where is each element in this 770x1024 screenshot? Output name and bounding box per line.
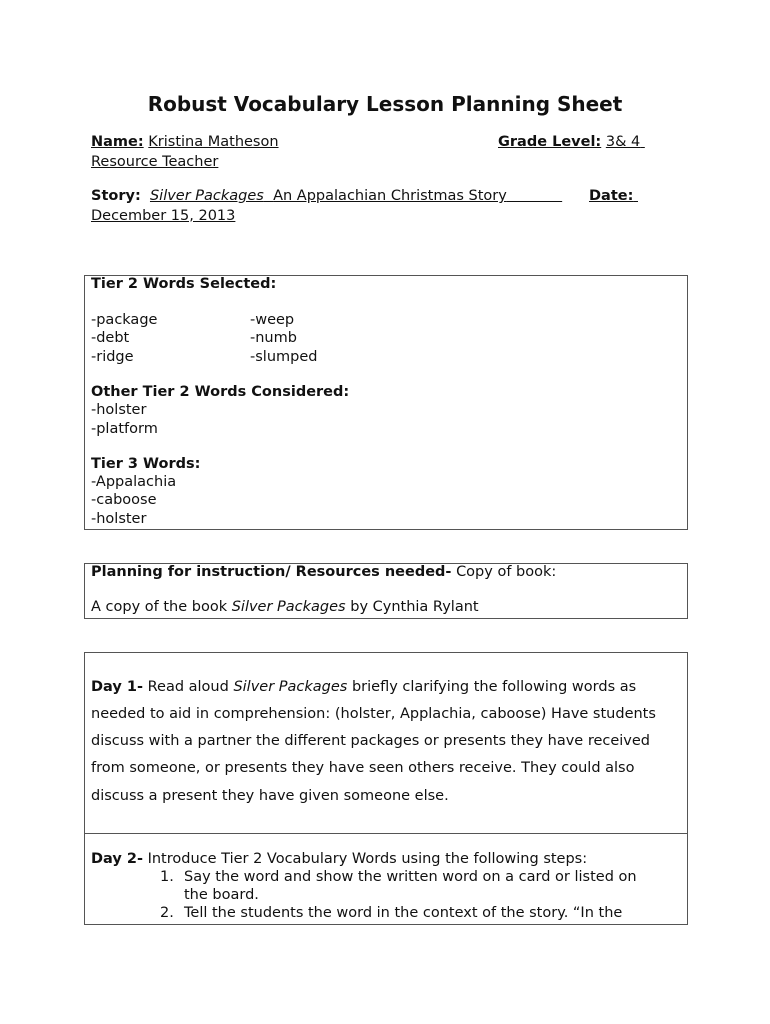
day1-line-2: needed to aid in comprehension: (holster, Applachia, caboose) Have students xyxy=(91,706,656,722)
planning-text: by Cynthia Rylant xyxy=(345,599,479,615)
day1-text: Read aloud xyxy=(147,679,234,695)
tier3-heading: Tier 3 Words: xyxy=(91,456,201,472)
tier2-word: -numb xyxy=(250,330,297,346)
date-label: Date: xyxy=(589,188,634,204)
planning-heading-rest: Copy of book: xyxy=(456,564,557,580)
day1-label: Day 1- xyxy=(91,679,143,695)
grade-label: Grade Level: xyxy=(498,134,602,150)
day1-line-5: discuss a present they have given someone else. xyxy=(91,788,449,804)
day1-line-3: discuss with a partner the different packages or presents they have received xyxy=(91,733,651,749)
step-number: 2. xyxy=(160,905,174,921)
day-separator xyxy=(84,833,688,834)
book-title: Silver Packages xyxy=(231,599,346,615)
tier2-word: -package xyxy=(91,312,158,328)
step-text: the board. xyxy=(184,887,259,903)
date-value: December 15, 2013 xyxy=(91,208,236,224)
step-text: Tell the students the word in the context of the story. “In the xyxy=(184,905,623,921)
planning-heading: Planning for instruction/ Resources needed- xyxy=(91,564,452,580)
planning-text: A copy of the book xyxy=(91,599,232,615)
story-line xyxy=(91,188,562,204)
name-label: Name: xyxy=(91,134,144,150)
story-subtitle: An Appalachian Christmas Story xyxy=(273,188,507,204)
day1-text: briefly clarifying the following words as xyxy=(347,679,637,695)
other-tier2-heading: Other Tier 2 Words Considered: xyxy=(91,384,350,400)
page-title: Robust Vocabulary Lesson Planning Sheet xyxy=(147,92,623,116)
tier3-word: -caboose xyxy=(91,492,157,508)
tier3-word: -holster xyxy=(91,511,147,527)
story-label: Story: xyxy=(91,188,141,204)
day2-label: Day 2- xyxy=(91,851,143,867)
tier3-word: -Appalachia xyxy=(91,474,177,490)
day1-line-4: from someone, or presents they have seen others receive. They could also xyxy=(91,760,635,776)
tier2-word: -debt xyxy=(91,330,130,346)
tier2-word: -ridge xyxy=(91,349,134,365)
day2-intro-line xyxy=(91,851,587,867)
day2-intro: Introduce Tier 2 Vocabulary Words using the following steps: xyxy=(147,851,588,867)
other-tier2-word: -platform xyxy=(91,421,158,437)
tier2-heading: Tier 2 Words Selected: xyxy=(91,276,277,292)
date-label-line xyxy=(589,188,638,204)
tier2-words-box xyxy=(84,275,688,530)
grade-level-line xyxy=(498,134,645,150)
name-value: Kristina Matheson xyxy=(148,134,279,150)
name-line xyxy=(91,134,279,150)
book-title: Silver Packages xyxy=(233,679,348,695)
day1-line-1 xyxy=(91,679,636,695)
other-tier2-word: -holster xyxy=(91,402,147,418)
tier2-word: -weep xyxy=(250,312,295,328)
grade-value: 3& 4 xyxy=(605,134,641,150)
step-text: Say the word and show the written word on a card or listed on xyxy=(184,869,637,885)
planning-resource-line xyxy=(91,599,479,615)
planning-heading-line xyxy=(91,564,556,580)
step-number: 1. xyxy=(160,869,174,885)
role-text: Resource Teacher xyxy=(91,154,219,170)
tier2-word: -slumped xyxy=(250,349,318,365)
story-title: Silver Packages xyxy=(149,188,264,204)
